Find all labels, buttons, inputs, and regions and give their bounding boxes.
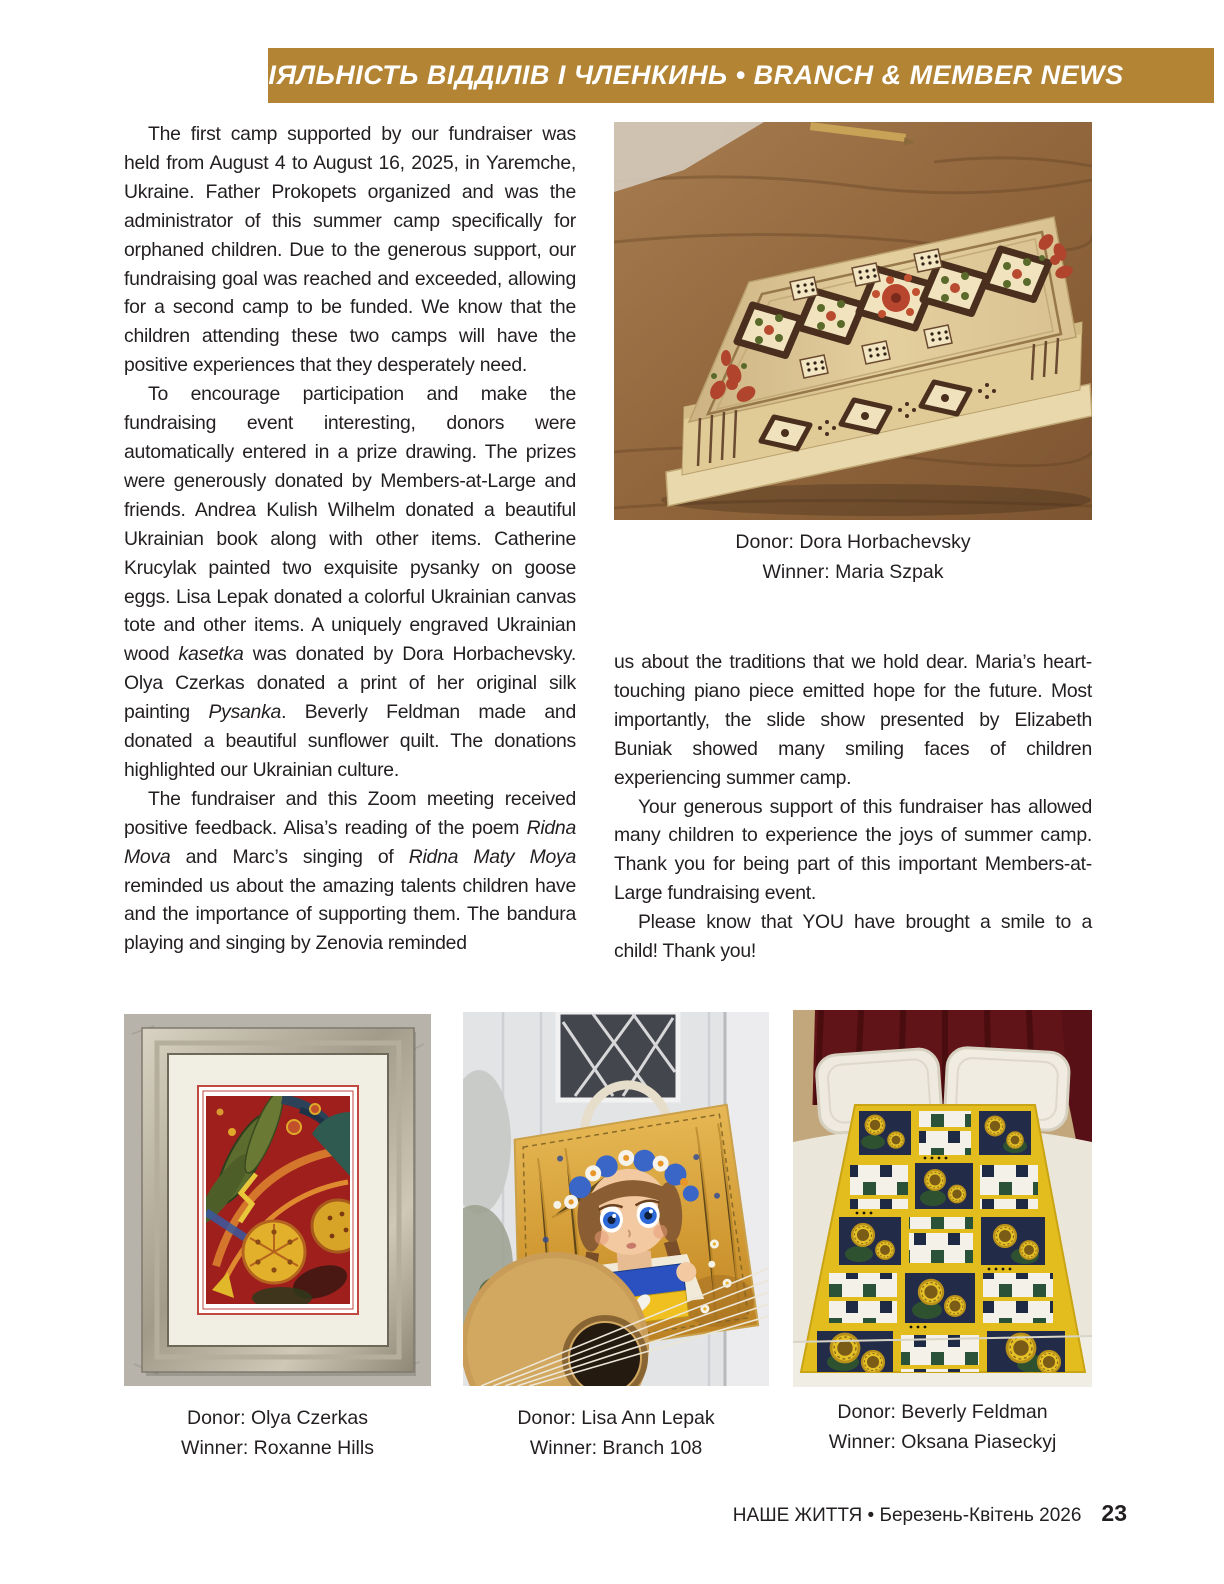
article-paragraph: Your generous support of this fundraiser has allowed many children to experience the joys of summer camp. Thank you for being part of this important Members-at-Large fundraising event. [614,795,1092,905]
page-number: 23 [1101,1500,1127,1526]
page-footer [733,1500,1127,1527]
photo-sunflower-quilt [793,1010,1092,1387]
article-paragraph: Please know that YOU have brought a smile to a child! Thank you! [614,911,1092,963]
article-paragraph: us about the traditions that we hold dear. Maria’s heart-touching piano piece emitted hope for the future. Most importantly, the slide show presented by Elizabeth Buniak showed many smiling faces of children experiencing summer camp. [614,651,1092,789]
photo-silk-print [124,1014,431,1386]
caption-kasetka [614,528,1092,587]
caption-sunflower-quilt [793,1398,1092,1457]
article-paragraph: To encourage participation and make the fundraising event interesting, donors were automatically entered in a prize drawing. The prizes were generously donated by Members-at-Large and friends. Andrea Kulish Wilhelm donated a beautiful Ukrainian book along with other items. Catherine Krucylak painted two exquisite pysanky on goose eggs. Lisa Lepak donated a colorful Ukrainian canvas tote and other items. A uniquely engraved Ukrainian wood kasetka was donated by Dora Horbachevsky. Olya Czerkas donated a print of her original silk painting Pysanka. Beverly Feldman made and donated a beautiful sunflower quilt. The donations highlighted our Ukrainian culture. [124,383,576,781]
kasetka-photo-illustration [614,122,1092,520]
canvas-tote-photo-illustration [463,1012,769,1386]
photo-kasetka [614,122,1092,520]
caption-kasetka-donor: Donor: Dora Horbachevsky [735,531,971,553]
caption-sunflower-quilt-winner: Winner: Oksana Piaseckyj [828,1430,1057,1453]
caption-kasetka-winner: Winner: Maria Szpak [762,560,944,583]
article-paragraph: The first camp supported by our fundraiser was held from August 4 to August 16, 2025, in Yaremche, Ukraine. Father Prokopets organized and was the administrator of this summer camp specifically for orphaned children. Due to the generous support, our fundraising goal was reached and exceeded, allowing for a second camp to be funded. We know that the children attending these two camps will have the positive experiences that they desperately need. [124,123,576,377]
caption-canvas-tote-winner: Winner: Branch 108 [529,1436,703,1459]
caption-canvas-tote-donor: Donor: Lisa Ann Lepak [517,1407,715,1429]
caption-silk-print-winner: Winner: Roxanne Hills [181,1436,374,1459]
section-banner [248,48,1214,103]
article-right-column [614,648,1092,966]
caption-silk-print-donor: Donor: Olya Czerkas [187,1407,368,1429]
caption-canvas-tote [463,1404,769,1463]
article-left-column [124,120,576,958]
article-paragraph: The fundraiser and this Zoom meeting received positive feedback. Alisa’s reading of the poem Ridna Mova and Marc’s singing of Ridna Maty Moya reminded us about the amazing talents children have and the importance of supporting them. The bandura playing and singing by Zenovia reminded [124,787,576,955]
silk-print-photo-illustration [124,1014,431,1386]
caption-silk-print [124,1404,431,1463]
section-banner-title: ДІЯЛЬНІСТЬ ВІДДІЛІВ І ЧЛЕНКИНЬ • BRANCH & MEMBER NEWS [248,60,1124,90]
photo-canvas-tote [463,1012,769,1386]
journal-issue-line: НАШЕ ЖИТТЯ • Березень-Квітень 2026 [732,1505,1082,1526]
caption-sunflower-quilt-donor: Donor: Beverly Feldman [837,1401,1048,1423]
sunflower-quilt-photo-illustration [793,1010,1092,1387]
